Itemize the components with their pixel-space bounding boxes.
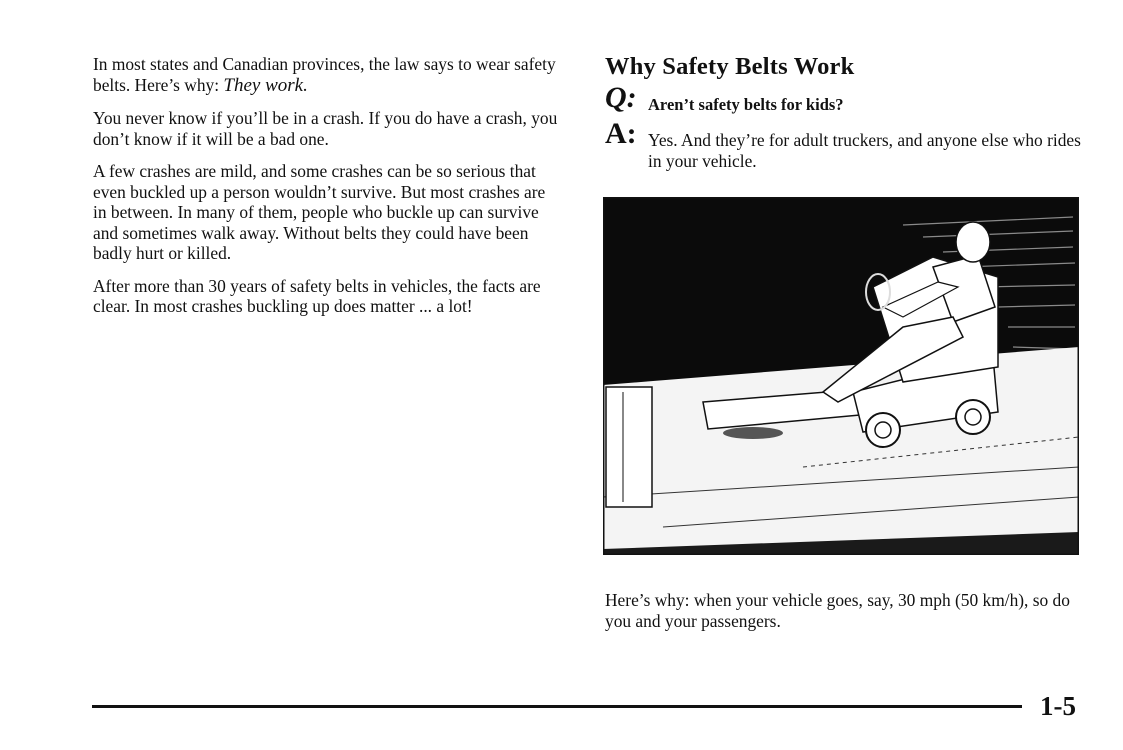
answer-row bbox=[605, 117, 1085, 172]
front-wheel bbox=[866, 413, 900, 447]
rear-wheel bbox=[956, 400, 990, 434]
person-head bbox=[956, 222, 990, 262]
paragraph-facts: After more than 30 years of safety belts in vehicles, the facts are clear. In most crashes buckling up does matter ... a lot! bbox=[93, 275, 541, 316]
crash-illustration bbox=[603, 197, 1079, 555]
answer-text: Yes. And they’re for adult truckers, and anyone else who rides in your vehicle. bbox=[648, 130, 1081, 171]
section-heading: Why Safety Belts Work bbox=[605, 53, 855, 80]
left-column bbox=[93, 54, 558, 329]
question-letter: Q: bbox=[605, 81, 637, 114]
crash-illustration-svg bbox=[603, 197, 1079, 555]
answer-letter: A: bbox=[605, 117, 637, 150]
cart-shadow bbox=[723, 427, 783, 439]
barrier-post bbox=[606, 387, 652, 507]
paragraph-law bbox=[93, 54, 558, 96]
page-number: 1-5 bbox=[1040, 691, 1076, 721]
footer-rule bbox=[92, 705, 1022, 708]
paragraph-law-emphasis: They work. bbox=[223, 74, 308, 96]
paragraph-law-text: In most states and Canadian provinces, the law says to wear safety belts. Here’s why: bbox=[93, 54, 556, 95]
figure-caption: Here’s why: when your vehicle goes, say, 30 mph (50 km/h), so do you and your passengers. bbox=[605, 590, 1070, 631]
question-row bbox=[605, 81, 1085, 115]
question-text: Aren’t safety belts for kids? bbox=[648, 95, 844, 114]
paragraph-crash-unknown: You never know if you’ll be in a crash. If you do have a crash, you don’t know if it will be a bad one. bbox=[93, 108, 558, 149]
qa-block bbox=[605, 81, 1085, 172]
right-column bbox=[605, 52, 1085, 172]
paragraph-crash-severity: A few crashes are mild, and some crashes can be so serious that even buckled up a person wouldn’t survive. But most crashes are in between. In many of them, people who buckle up can survive and sometimes walk away. Without belts they could have been badly hurt or killed. bbox=[93, 161, 546, 263]
